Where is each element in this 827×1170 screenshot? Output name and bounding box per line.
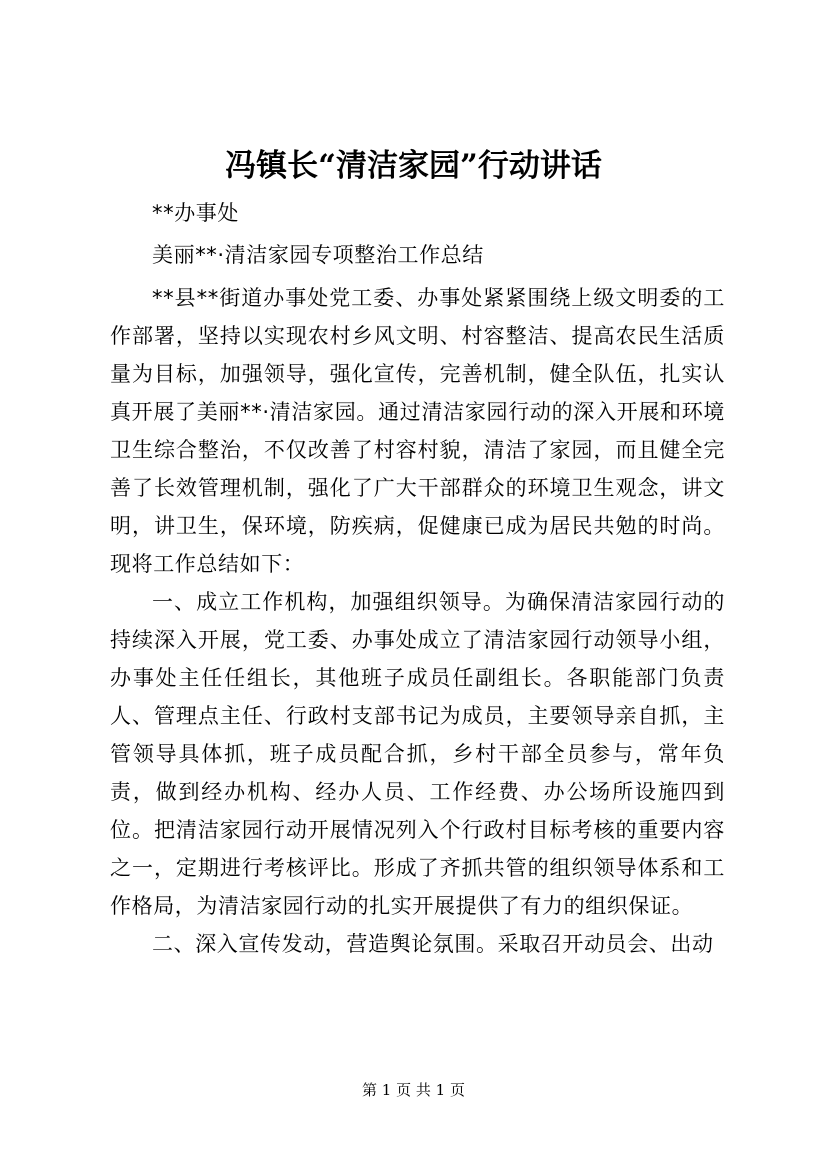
body-paragraph-section-1: 一、成立工作机构，加强组织领导。为确保清洁家园行动的持续深入开展，党工委、办事处成立了清洁家园行动领导小组，办事处主任任组长，其他班子成员任副组长。各职能部门负责人、管理点主任、行政村支部书记为成员，主要领导亲自抓，主管领导具体抓，班子成员配合抓，乡村干部全员参与，常年负责，做到经办机构、经办人员、工作经费、办公场所设施四到位。把清洁家园行动开展情况列入个行政村目标考核的重要内容之一，定期进行考核评比。形成了齐抓共管的组织领导体系和工作格局，为清洁家园行动的扎实开展提供了有力的组织保证。	[110, 590, 725, 918]
header-line-summary-title	[110, 236, 725, 274]
header-line-summary-title-text: 美丽**·清洁家园专项整治工作总结	[152, 243, 484, 267]
body-paragraph-section-2: 二、深入宣传发动，营造舆论氛围。采取召开动员会、出动	[152, 932, 714, 956]
page-number-footer: 第 1 页 共 1 页	[362, 1081, 465, 1099]
document-title: 冯镇长“清洁家园”行动讲话	[225, 148, 602, 184]
header-line-office-text: **办事处	[152, 201, 239, 225]
header-line-office	[110, 194, 725, 232]
body-paragraph-intro: **县**街道办事处党工委、办事处紧紧围绕上级文明委的工作部署，坚持以实现农村乡风文明、村容整洁、提高农民生活质量为目标，加强领导，强化宣传，完善机制，健全队伍，扎实认真开展了美丽**·清洁家园。通过清洁家园行动的深入开展和环境卫生综合整治，不仅改善了村容村貌，清洁了家园，而且健全完善了长效管理机制，强化了广大干部群众的环境卫生观念，讲文明，讲卫生，保环境，防疾病，促健康已成为居民共勉的时尚。现将工作总结如下：	[110, 286, 725, 576]
document-body	[110, 279, 725, 963]
